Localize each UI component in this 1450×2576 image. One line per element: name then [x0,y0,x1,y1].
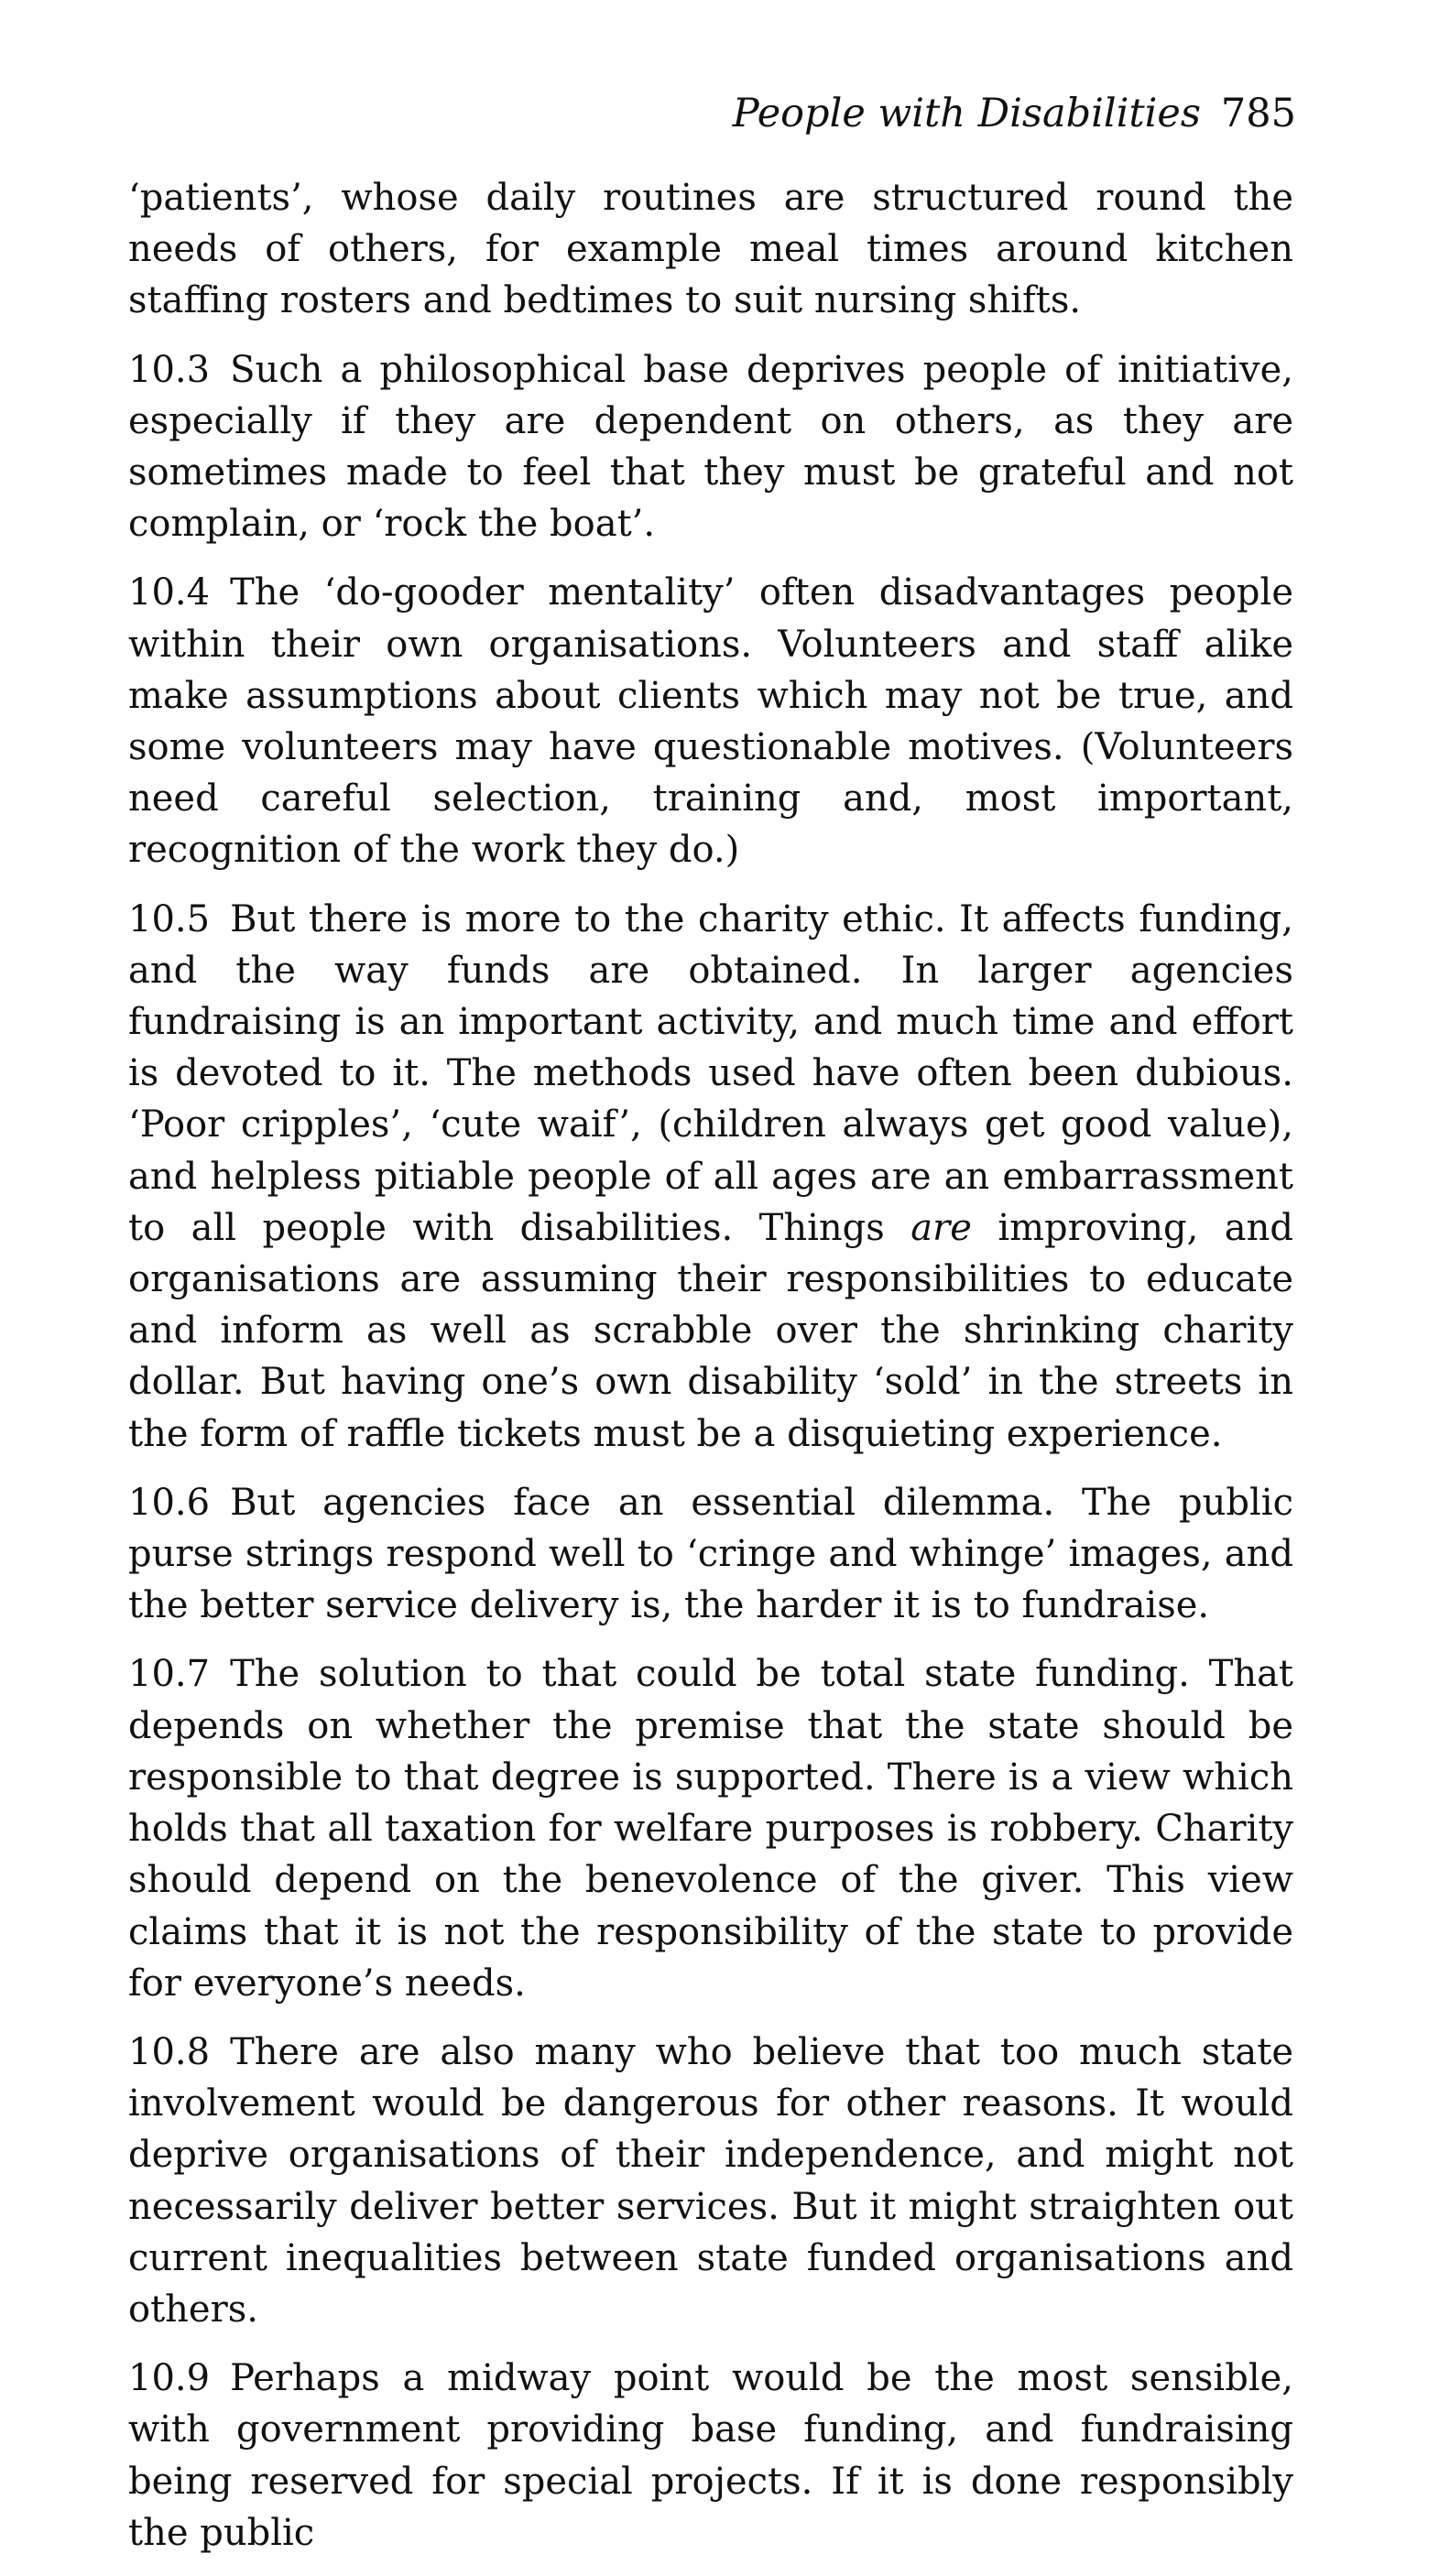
paragraph-10-7 [128,1648,1293,2008]
paragraph-10-9 [128,2353,1293,2559]
paragraph-text: Such a philosophical base deprives people of initiative, especially if they are dependent on others, as they are sometimes made to feel that they must be grateful and not complain, or ‘rock the boat’. [128,348,1293,546]
paragraph-text: But there is more to the charity ethic. It affects funding, and the way funds are obtained. In larger agencies fundraising is an important activity, and much time and effort is devoted to it. The methods used have often been dubious. ‘Poor cripples’, ‘cute waif’, (children always get good value), and helpless pitiable people of all ages are an embarrassment to all people with disabilities. Things [128,897,1293,1249]
paragraph-number: 10.3 [128,348,211,391]
paragraph-number: 10.6 [128,1481,211,1524]
paragraph-text: The ‘do-gooder mentality’ often disadvantages people within their own organisations. Volunteers and staff alike make assumptions about clients which may not be true, and some volunteers may have questionable motives. (Volunteers need careful selection, training and, most important, recognition of the work they do.) [128,571,1293,872]
page-number: 785 [1220,91,1296,136]
paragraph-10-8 [128,2027,1293,2335]
paragraph-number: 10.4 [128,571,211,614]
emphasized-word: are [910,1206,972,1249]
paragraph-10-3 [128,344,1293,550]
paragraph-text: The solution to that could be total state funding. That depends on whether the premise that the state should be responsible to that degree is supported. There is a view which holds that all taxation for welfare purposes is robbery. Charity should depend on the benevolence of the giver. This view claims that it is not the responsibility of the state to provide for everyone’s needs. [128,1653,1293,2005]
paragraph-continued [128,172,1293,327]
running-header-title: People with Disabilities [732,91,1201,136]
paragraph-text-continued: improving, and organisations are assuming their responsibilities to educate and inform as well as scrabble over the shrinking charity dollar. But having one’s own disability ‘sold’ in the streets in the form of raffle tickets must be a disquieting experience. [128,1206,1293,1455]
paragraph-10-4 [128,567,1293,875]
paragraph-number: 10.5 [128,897,211,940]
paragraph-text: Perhaps a midway point would be the most sensible, with government providing base funding, and fundraising being reserved for special projects. If it is done responsibly the public [128,2357,1293,2554]
paragraph-text: But agencies face an essential dilemma. The public purse strings respond well to ‘cringe and whinge’ images, and the better service delivery is, the harder it is to fundraise. [128,1481,1293,1627]
paragraph-text: ‘patients’, whose daily routines are structured round the needs of others, for example meal times around kitchen staffing rosters and bedtimes to suit nursing shifts. [128,177,1293,322]
paragraph-number: 10.9 [128,2357,211,2400]
paragraph-text: There are also many who believe that too much state involvement would be dangerous for other reasons. It would deprive organisations of their independence, and might not necessarily deliver better services. But it might straighten out current inequalities between state funded organisations and others. [128,2030,1293,2331]
running-header [733,90,1296,137]
paragraph-10-6 [128,1477,1293,1632]
paragraph-number: 10.8 [128,2030,211,2073]
paragraph-number: 10.7 [128,1653,211,1696]
paragraph-10-5 [128,894,1293,1460]
body-text [128,172,1293,2576]
